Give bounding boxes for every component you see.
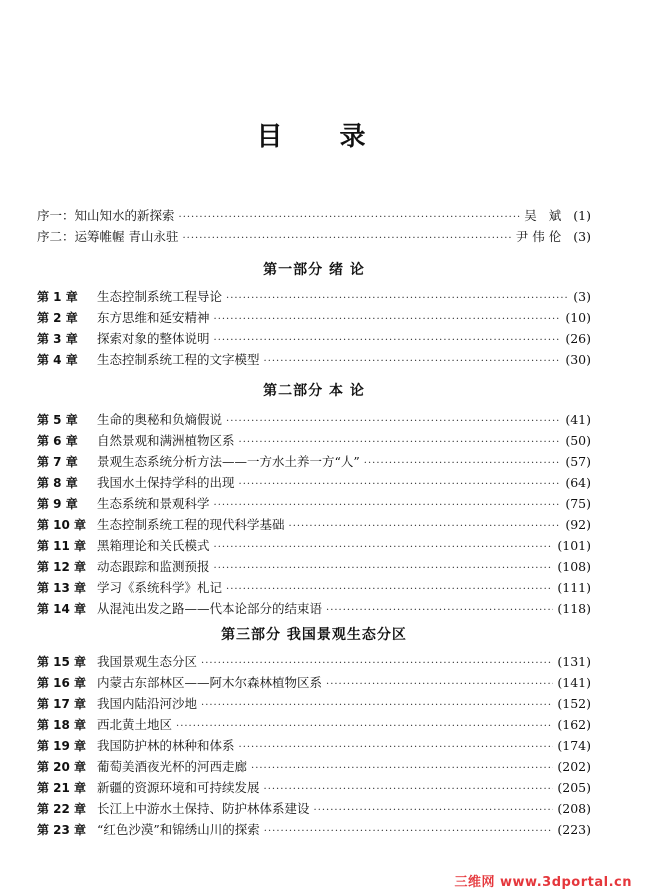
- chapter-number: 第 5 章: [37, 413, 78, 427]
- chapter-page: (101): [557, 538, 591, 553]
- part-1: [37, 259, 591, 371]
- chapter-page: (3): [573, 289, 591, 304]
- chapter-page: (30): [565, 352, 591, 367]
- dot-leader: [289, 521, 562, 532]
- chapter-title: 生态控制系统工程的文字模型: [97, 352, 260, 367]
- toc-entry[interactable]: [37, 778, 591, 799]
- chapter-title: 生态控制系统工程的现代科学基础: [97, 517, 285, 532]
- dot-leader: [226, 416, 561, 427]
- entry-author: 尹伟伦: [515, 229, 566, 244]
- dot-leader: [239, 742, 554, 753]
- chapter-number: 第 15 章: [37, 655, 87, 669]
- part-heading: 第三部分 我国景观生态分区: [221, 627, 407, 643]
- dot-leader: [239, 437, 562, 448]
- chapter-page: (108): [557, 559, 591, 574]
- chapter-number: 第 13 章: [37, 581, 87, 595]
- chapter-page: (202): [557, 759, 591, 774]
- dot-leader: [176, 721, 553, 732]
- toc-entry[interactable]: [37, 410, 591, 431]
- toc-entry[interactable]: [37, 557, 591, 578]
- dot-leader: [264, 784, 554, 795]
- chapter-number: 第 17 章: [37, 697, 87, 711]
- chapter-page: (57): [565, 454, 591, 469]
- chapter-page: (64): [565, 475, 591, 490]
- chapter-title: 生态控制系统工程导论: [97, 289, 223, 304]
- toc-entry[interactable]: [37, 287, 591, 308]
- chapter-number: 第 18 章: [37, 718, 87, 732]
- chapter-title: 我国景观生态分区: [97, 654, 198, 669]
- chapter-title: 新疆的资源环境和可持续发展: [97, 780, 260, 795]
- toc-entry[interactable]: [37, 694, 591, 715]
- chapter-title: 生命的奥秘和负熵假说: [97, 412, 223, 427]
- chapter-title: 我国内陆沿河沙地: [97, 696, 198, 711]
- toc-entry[interactable]: [37, 350, 591, 371]
- dot-leader: [214, 563, 554, 574]
- dot-leader: [326, 605, 553, 616]
- toc-entry[interactable]: [37, 652, 591, 673]
- toc-entry[interactable]: [37, 715, 591, 736]
- dot-leader: [214, 335, 562, 346]
- chapter-number: 第 1 章: [37, 290, 78, 304]
- chapter-number: 第 16 章: [37, 676, 87, 690]
- dot-leader: [179, 212, 521, 223]
- chapter-page: (174): [557, 738, 591, 753]
- chapter-title: 探索对象的整体说明: [97, 331, 210, 346]
- chapter-page: (75): [565, 496, 591, 511]
- page-title: 目 录: [256, 122, 390, 152]
- chapter-title: 内蒙古东部林区——阿木尔森林植物区系: [97, 675, 323, 690]
- chapter-page: (205): [557, 780, 591, 795]
- part-heading: 第一部分 绪 论: [263, 262, 365, 278]
- chapter-number: 第 8 章: [37, 476, 78, 490]
- toc-entry[interactable]: [37, 515, 591, 536]
- dot-leader: [226, 584, 553, 595]
- chapter-page: (131): [557, 654, 591, 669]
- chapter-title: 景观生态系统分析方法——一方水土养一方“人”: [97, 454, 360, 469]
- chapter-page: (92): [565, 517, 591, 532]
- toc-entry[interactable]: [37, 308, 591, 329]
- chapter-page: (152): [557, 696, 591, 711]
- dot-leader: [201, 658, 553, 669]
- toc-entry[interactable]: [37, 673, 591, 694]
- chapter-title: 我国水土保持学科的出现: [97, 475, 235, 490]
- chapter-page: (223): [557, 822, 591, 837]
- chapter-page: (50): [565, 433, 591, 448]
- entry-page: (1): [573, 208, 591, 223]
- part-heading: 第二部分 本 论: [263, 383, 365, 399]
- chapter-title: “红色沙漠”和锦绣山川的探索: [97, 822, 260, 837]
- part-3: [37, 624, 591, 841]
- chapter-number: 第 6 章: [37, 434, 78, 448]
- chapter-title: 从混沌出发之路——代本论部分的结束语: [97, 601, 323, 616]
- chapter-page: (26): [565, 331, 591, 346]
- dot-leader: [251, 763, 553, 774]
- toc-entry[interactable]: [37, 452, 591, 473]
- chapter-number: 第 23 章: [37, 823, 87, 837]
- entry-title: 序一：知山知水的新探索: [37, 208, 175, 223]
- chapter-number: 第 4 章: [37, 353, 78, 367]
- dot-leader: [214, 500, 562, 511]
- watermark: 三维网 www.3dportal.cn: [454, 875, 632, 890]
- chapter-number: 第 22 章: [37, 802, 87, 816]
- chapter-number: 第 20 章: [37, 760, 87, 774]
- entry-title: 序二：运筹帷幄 青山永驻: [37, 229, 179, 244]
- chapter-title: 葡萄美酒夜光杯的河西走廊: [97, 759, 248, 774]
- toc-entry[interactable]: [37, 599, 591, 620]
- dot-leader: [182, 233, 511, 244]
- toc-entry[interactable]: [37, 329, 591, 350]
- chapter-title: 生态系统和景观科学: [97, 496, 210, 511]
- dot-leader: [364, 458, 562, 469]
- chapter-page: (10): [565, 310, 591, 325]
- dot-leader: [226, 293, 569, 304]
- chapter-number: 第 21 章: [37, 781, 87, 795]
- toc-entry[interactable]: [37, 757, 591, 778]
- dot-leader: [314, 805, 554, 816]
- chapter-page: (208): [557, 801, 591, 816]
- chapter-title: 长江上中游水土保持、防护林体系建设: [97, 801, 310, 816]
- dot-leader: [239, 479, 562, 490]
- toc-entry[interactable]: [37, 227, 591, 248]
- chapter-page: (118): [557, 601, 591, 616]
- toc-entry[interactable]: [37, 820, 591, 841]
- dot-leader: [214, 542, 554, 553]
- chapter-title: 动态跟踪和监测预报: [97, 559, 210, 574]
- dot-leader: [201, 700, 553, 711]
- dot-leader: [214, 314, 562, 325]
- dot-leader: [264, 356, 562, 367]
- part-2: [37, 380, 591, 620]
- entry-author: 吴 斌: [524, 208, 566, 223]
- preface-list: [37, 206, 591, 248]
- entry-page: (3): [573, 229, 591, 244]
- dot-leader: [264, 826, 554, 837]
- chapter-number: 第 9 章: [37, 497, 78, 511]
- chapter-number: 第 19 章: [37, 739, 87, 753]
- chapter-page: (162): [557, 717, 591, 732]
- dot-leader: [326, 679, 553, 690]
- toc-entry[interactable]: [37, 206, 591, 227]
- chapter-title: 西北黄土地区: [97, 717, 173, 732]
- chapter-page: (111): [557, 580, 591, 595]
- toc-entry[interactable]: [37, 578, 591, 599]
- toc-entry[interactable]: [37, 736, 591, 757]
- chapter-title: 我国防护林的林种和体系: [97, 738, 235, 753]
- chapter-number: 第 10 章: [37, 518, 87, 532]
- chapter-title: 黑箱理论和关氏模式: [97, 538, 210, 553]
- toc-entry[interactable]: [37, 473, 591, 494]
- chapter-page: (141): [557, 675, 591, 690]
- toc-entry[interactable]: [37, 494, 591, 515]
- chapter-number: 第 3 章: [37, 332, 78, 346]
- toc-entry[interactable]: [37, 536, 591, 557]
- chapter-page: (41): [565, 412, 591, 427]
- chapter-number: 第 7 章: [37, 455, 78, 469]
- chapter-title: 东方思维和延安精神: [97, 310, 210, 325]
- chapter-number: 第 11 章: [37, 539, 87, 553]
- chapter-title: 学习《系统科学》札记: [97, 580, 223, 595]
- chapter-title: 自然景观和满洲植物区系: [97, 433, 235, 448]
- chapter-number: 第 2 章: [37, 311, 78, 325]
- toc-entry[interactable]: [37, 431, 591, 452]
- chapter-number: 第 14 章: [37, 602, 87, 616]
- chapter-number: 第 12 章: [37, 560, 87, 574]
- toc-entry[interactable]: [37, 799, 591, 820]
